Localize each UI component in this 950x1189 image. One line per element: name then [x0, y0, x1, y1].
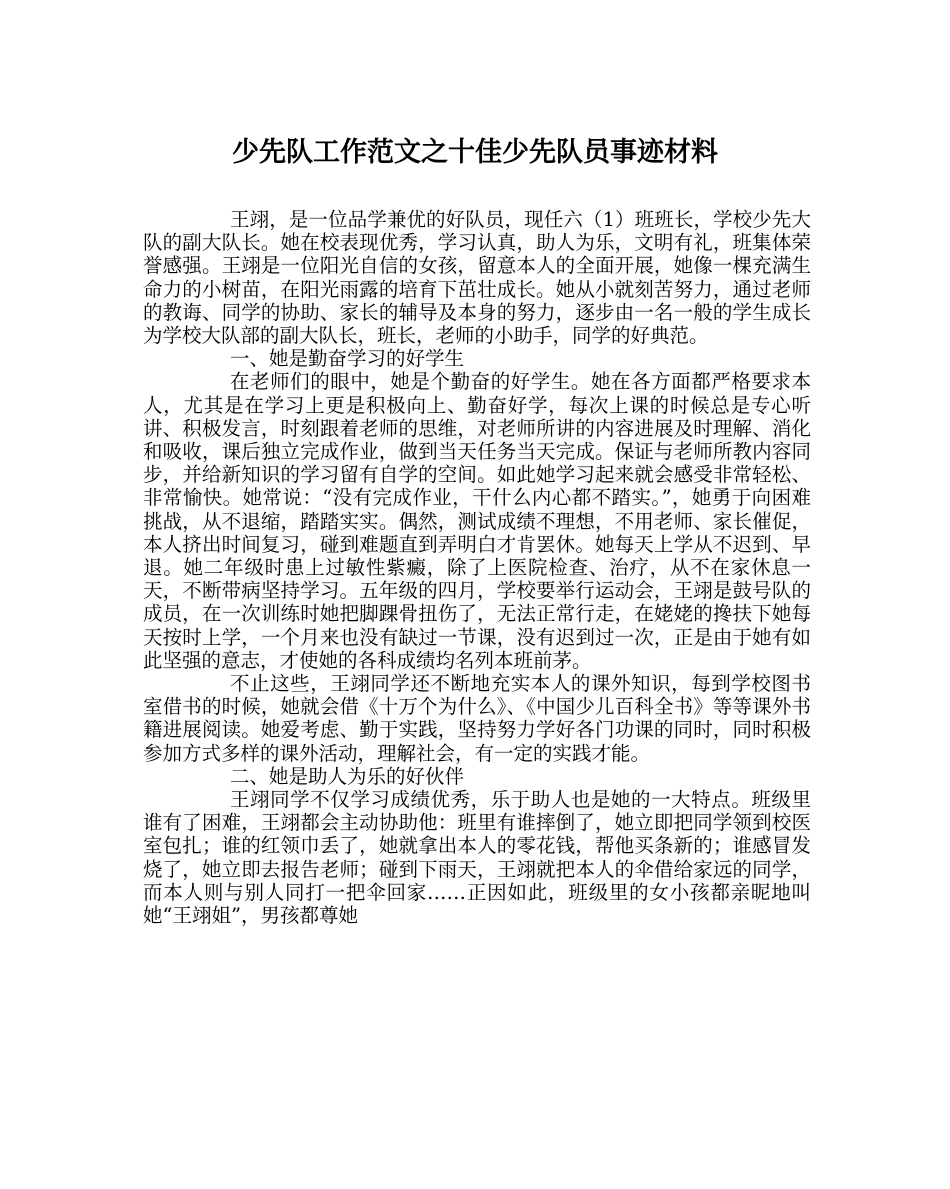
section-heading-2: 二、她是助人为乐的好伙伴 [230, 764, 465, 788]
document-title: 少先队工作范文之十佳少先队员事迹材料 [232, 137, 718, 168]
section-heading-1: 一、她是勤奋学习的好学生 [230, 347, 465, 371]
paragraph-intro: 王翊，是一位品学兼优的好队员，现任六（1）班班长，学校少先大队的副大队长。她在校表现优秀，学习认真，助人为乐，文明有礼，班集体荣誉感强。王翊是一位阳光自信的女孩，留意本人的全面开展，她像一棵充满生命力的小树苗，在阳光雨露的培育下茁壮成长。她从小就刻苦努力，通过老师的教诲、同学的协助、家长的辅导及本身的努力，逐步由一名一般的学生成长为学校大队部的副大队长，班长，老师的小助手，同学的好典范。 [143, 208, 811, 348]
paragraph-study: 在老师们的眼中，她是个勤奋的好学生。她在各方面都严格要求本人，尤其是在学习上更是积极向上、勤奋好学，每次上课的时候总是专心听讲、积极发言，时刻跟着老师的思维，对老师所讲的内容进展及时理解、消化和吸收，课后独立完成作业，做到当天任务当天完成。保证与老师所教内容同步，并给新知识的学习留有自学的空间。如此她学习起来就会感受非常轻松、非常愉快。她常说：“没有完成作业，干什么内心都不踏实。”，她勇于向困难挑战，从不退缩，踏踏实实。偶然，测试成绩不理想，不用老师、家长催促，本人挤出时间复习，碰到难题直到弄明白才肯罢休。她每天上学从不迟到、早退。她二年级时患上过敏性紫癜，除了上医院检查、治疗，从不在家休息一天，不断带病坚持学习。五年级的四月，学校要举行运动会，王翊是鼓号队的成员，在一次训练时她把脚踝骨扭伤了，无法正常行走，在姥姥的搀扶下她每天按时上学，一个月来也没有缺过一节课，没有迟到过一次，正是由于她有如此坚强的意志，才使她的各科成绩均名列本班前茅。 [143, 370, 811, 672]
document-body [143, 208, 811, 927]
paragraph-extracurricular: 不止这些，王翊同学还不断地充实本人的课外知识，每到学校图书室借书的时候，她就会借《十万个为什么》、《中国少儿百科全书》等等课外书籍进展阅读。她爱考虑、勤于实践，坚持努力学好各门功课的同时，同时积极参加方式多样的课外活动，理解社会，有一定的实践才能。 [143, 672, 811, 765]
paragraph-helping: 王翊同学不仅学习成绩优秀，乐于助人也是她的一大特点。班级里谁有了困难，王翊都会主动协助他：班里有谁摔倒了，她立即把同学领到校医室包扎；谁的红领巾丢了，她就拿出本人的零花钱，帮他买条新的；谁感冒发烧了，她立即去报告老师；碰到下雨天，王翊就把本人的伞借给家远的同学，而本人则与别人同打一把伞回家……正因如此，班级里的女小孩都亲昵地叫她“王翊姐”，男孩都尊她 [143, 788, 811, 928]
